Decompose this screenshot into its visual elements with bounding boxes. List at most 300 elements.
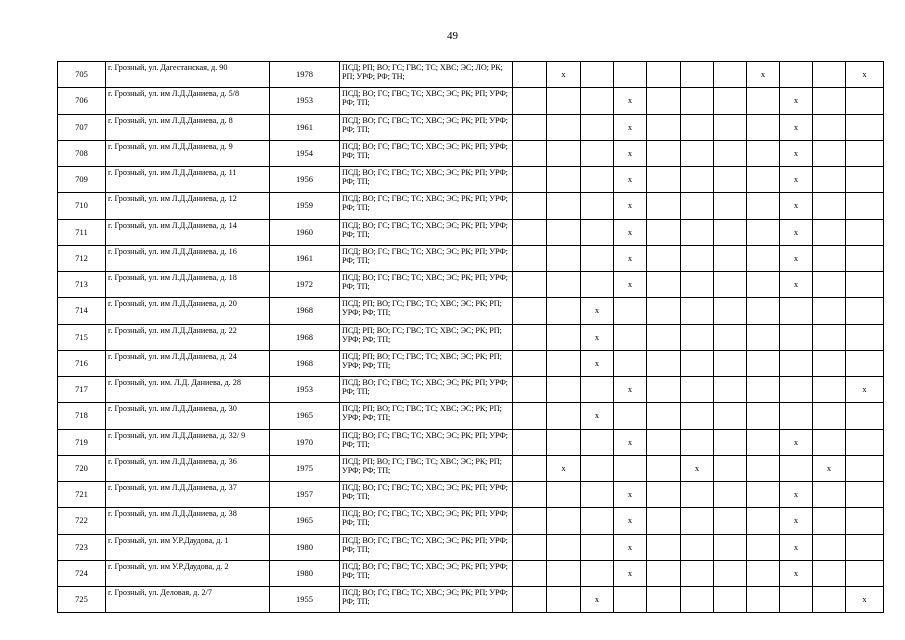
mark-cell [647, 587, 681, 613]
mark-cell [813, 377, 846, 403]
mark-cell [581, 272, 614, 298]
mark-cell [846, 482, 884, 508]
mark-cell [581, 482, 614, 508]
mark-cell: x [780, 272, 813, 298]
mark-cell [614, 324, 647, 350]
mark-cell [780, 350, 813, 376]
year-cell: 1965 [270, 403, 340, 429]
address-cell: г. Грозный, ул. Деловая, д. 2/7 [106, 587, 270, 613]
works-list-cell: ПСД; ВО; ГС; ГВС; ТС; ХВС; ЭС; РК; РП; УРФ; РФ; ТП; [340, 219, 513, 245]
mark-cell [681, 114, 714, 140]
table-row [58, 167, 884, 193]
mark-cell [681, 193, 714, 219]
mark-cell: x [614, 193, 647, 219]
works-list-cell: ПСД; РП; ВО; ГС; ГВС; ТС; ХВС; ЭС; РК; РП; УРФ; РФ; ТП; [340, 403, 513, 429]
mark-cell: x [681, 455, 714, 481]
mark-cell [747, 88, 780, 114]
mark-cell [813, 140, 846, 166]
mark-cell [747, 272, 780, 298]
mark-cell [681, 403, 714, 429]
mark-cell [681, 298, 714, 324]
mark-cell [813, 167, 846, 193]
mark-cell [513, 140, 547, 166]
mark-cell [681, 377, 714, 403]
mark-cell [547, 193, 581, 219]
mark-cell [747, 429, 780, 455]
mark-cell [647, 482, 681, 508]
mark-cell: x [780, 140, 813, 166]
mark-cell [681, 245, 714, 271]
mark-cell [647, 403, 681, 429]
mark-cell [547, 560, 581, 586]
mark-cell [747, 377, 780, 403]
mark-cell [714, 482, 747, 508]
mark-cell [547, 587, 581, 613]
table-row [58, 429, 884, 455]
mark-cell [547, 534, 581, 560]
row-number-cell: 718 [58, 403, 106, 429]
year-cell: 1961 [270, 245, 340, 271]
mark-cell [681, 140, 714, 166]
mark-cell [747, 114, 780, 140]
mark-cell: x [614, 377, 647, 403]
mark-cell [513, 377, 547, 403]
mark-cell: x [846, 62, 884, 88]
mark-cell [846, 508, 884, 534]
mark-cell [681, 560, 714, 586]
mark-cell [714, 62, 747, 88]
year-cell: 1968 [270, 350, 340, 376]
year-cell: 1968 [270, 324, 340, 350]
mark-cell [714, 193, 747, 219]
mark-cell [747, 482, 780, 508]
mark-cell [581, 193, 614, 219]
mark-cell: x [581, 587, 614, 613]
mark-cell [513, 508, 547, 534]
table-row [58, 272, 884, 298]
mark-cell [614, 455, 647, 481]
table-row [58, 219, 884, 245]
works-list-cell: ПСД; ВО; ГС; ГВС; ТС; ХВС; ЭС; РК; РП; УРФ; РФ; ТП; [340, 114, 513, 140]
table-row [58, 482, 884, 508]
mark-cell [647, 298, 681, 324]
mark-cell [681, 587, 714, 613]
works-list-cell: ПСД; ВО; ГС; ГВС; ТС; ХВС; ЭС; РК; РП; УРФ; РФ; ТП; [340, 482, 513, 508]
mark-cell [813, 298, 846, 324]
mark-cell [813, 587, 846, 613]
mark-cell [813, 62, 846, 88]
mark-cell [547, 219, 581, 245]
mark-cell [547, 167, 581, 193]
works-list-cell: ПСД; ВО; ГС; ГВС; ТС; ХВС; ЭС; РК; РП; УРФ; РФ; ТП; [340, 245, 513, 271]
mark-cell: x [614, 219, 647, 245]
address-cell: г. Грозный, ул. им Л.Д.Даниева, д. 14 [106, 219, 270, 245]
works-list-cell: ПСД; ВО; ГС; ГВС; ТС; ХВС; ЭС; РК; РП; УРФ; РФ; ТП; [340, 140, 513, 166]
mark-cell [780, 587, 813, 613]
mark-cell [681, 219, 714, 245]
mark-cell [513, 324, 547, 350]
mark-cell [547, 350, 581, 376]
row-number-cell: 719 [58, 429, 106, 455]
row-number-cell: 724 [58, 560, 106, 586]
mark-cell [714, 167, 747, 193]
mark-cell [581, 429, 614, 455]
mark-cell [714, 245, 747, 271]
address-cell: г. Грозный, ул. им Л.Д.Даниева, д. 11 [106, 167, 270, 193]
mark-cell [846, 403, 884, 429]
mark-cell [714, 88, 747, 114]
table-row [58, 62, 884, 88]
mark-cell [547, 429, 581, 455]
row-number-cell: 709 [58, 167, 106, 193]
mark-cell: x [547, 62, 581, 88]
mark-cell [813, 560, 846, 586]
works-list-cell: ПСД; ВО; ГС; ГВС; ТС; ХВС; ЭС; РК; РП; УРФ; РФ; ТП; [340, 88, 513, 114]
mark-cell [714, 403, 747, 429]
mark-cell [813, 482, 846, 508]
works-list-cell: ПСД; ВО; ГС; ГВС; ТС; ХВС; ЭС; РК; РП; УРФ; РФ; ТП; [340, 534, 513, 560]
mark-cell [581, 62, 614, 88]
mark-cell [513, 62, 547, 88]
year-cell: 1980 [270, 534, 340, 560]
works-list-cell: ПСД; ВО; ГС; ГВС; ТС; ХВС; ЭС; РК; РП; УРФ; РФ; ТП; [340, 508, 513, 534]
mark-cell [513, 587, 547, 613]
mark-cell [513, 534, 547, 560]
mark-cell [813, 245, 846, 271]
mark-cell: x [614, 560, 647, 586]
mark-cell [780, 455, 813, 481]
year-cell: 1953 [270, 88, 340, 114]
year-cell: 1978 [270, 62, 340, 88]
works-list-cell: ПСД; ВО; ГС; ГВС; ТС; ХВС; ЭС; РК; РП; УРФ; РФ; ТП; [340, 377, 513, 403]
address-cell: г. Грозный, ул. им У.Р.Даудова, д. 1 [106, 534, 270, 560]
mark-cell [547, 403, 581, 429]
mark-cell [714, 272, 747, 298]
mark-cell [714, 140, 747, 166]
mark-cell [647, 508, 681, 534]
table-row [58, 245, 884, 271]
mark-cell: x [614, 114, 647, 140]
mark-cell: x [780, 219, 813, 245]
mark-cell [747, 193, 780, 219]
mark-cell [747, 140, 780, 166]
mark-cell [747, 587, 780, 613]
row-number-cell: 721 [58, 482, 106, 508]
mark-cell [513, 167, 547, 193]
mark-cell [747, 455, 780, 481]
mark-cell [647, 377, 681, 403]
works-list-cell: ПСД; ВО; ГС; ГВС; ТС; ХВС; ЭС; РК; РП; УРФ; РФ; ТП; [340, 193, 513, 219]
row-number-cell: 723 [58, 534, 106, 560]
mark-cell [513, 193, 547, 219]
mark-cell [714, 350, 747, 376]
mark-cell [714, 534, 747, 560]
mark-cell [547, 377, 581, 403]
mark-cell [647, 324, 681, 350]
mark-cell [513, 114, 547, 140]
works-list-cell: ПСД; ВО; ГС; ГВС; ТС; ХВС; ЭС; РК; РП; УРФ; РФ; ТП; [340, 167, 513, 193]
year-cell: 1970 [270, 429, 340, 455]
year-cell: 1957 [270, 482, 340, 508]
year-cell: 1968 [270, 298, 340, 324]
mark-cell: x [614, 88, 647, 114]
table-row [58, 455, 884, 481]
mark-cell [647, 429, 681, 455]
table-row [58, 508, 884, 534]
mark-cell [513, 298, 547, 324]
mark-cell [513, 350, 547, 376]
mark-cell [846, 298, 884, 324]
mark-cell [513, 560, 547, 586]
row-number-cell: 712 [58, 245, 106, 271]
mark-cell: x [581, 350, 614, 376]
mark-cell: x [614, 429, 647, 455]
mark-cell [681, 534, 714, 560]
mark-cell: x [614, 167, 647, 193]
mark-cell [813, 219, 846, 245]
mark-cell [681, 272, 714, 298]
row-number-cell: 717 [58, 377, 106, 403]
mark-cell [581, 114, 614, 140]
works-list-cell: ПСД; РП; ВО; ГС; ГВС; ТС; ХВС; ЭС; ЛО; РК; РП; УРФ; РФ; ТН; [340, 62, 513, 88]
works-list-cell: ПСД; РП; ВО; ГС; ГВС; ТС; ХВС; ЭС; РК; РП; УРФ; РФ; ТП; [340, 350, 513, 376]
mark-cell [747, 167, 780, 193]
mark-cell [846, 167, 884, 193]
address-cell: г. Грозный, ул. им Л.Д.Даниева, д. 16 [106, 245, 270, 271]
row-number-cell: 710 [58, 193, 106, 219]
mark-cell [846, 88, 884, 114]
mark-cell [813, 88, 846, 114]
row-number-cell: 711 [58, 219, 106, 245]
mark-cell [647, 114, 681, 140]
works-list-cell: ПСД; ВО; ГС; ГВС; ТС; ХВС; ЭС; РК; РП; УРФ; РФ; ТП; [340, 560, 513, 586]
mark-cell: x [581, 403, 614, 429]
mark-cell [513, 403, 547, 429]
mark-cell [547, 140, 581, 166]
mark-cell [846, 114, 884, 140]
mark-cell [581, 455, 614, 481]
mark-cell: x [780, 114, 813, 140]
mark-cell [513, 482, 547, 508]
mark-cell: x [614, 140, 647, 166]
mark-cell [714, 219, 747, 245]
mark-cell [547, 324, 581, 350]
row-number-cell: 707 [58, 114, 106, 140]
address-cell: г. Грозный, ул. им Л.Д.Даниева, д. 22 [106, 324, 270, 350]
mark-cell [614, 62, 647, 88]
row-number-cell: 725 [58, 587, 106, 613]
row-number-cell: 720 [58, 455, 106, 481]
mark-cell: x [780, 560, 813, 586]
table-row [58, 350, 884, 376]
year-cell: 1975 [270, 455, 340, 481]
mark-cell [581, 508, 614, 534]
mark-cell [647, 62, 681, 88]
page-number: 49 [447, 30, 458, 42]
mark-cell: x [614, 534, 647, 560]
address-cell: г. Грозный, ул. им Л.Д.Даниева, д. 24 [106, 350, 270, 376]
address-cell: г. Грозный, ул. Дагестанская, д. 90 [106, 62, 270, 88]
mark-cell [714, 324, 747, 350]
address-cell: г. Грозный, ул. им Л.Д.Даниева, д. 20 [106, 298, 270, 324]
mark-cell: x [747, 62, 780, 88]
year-cell: 1955 [270, 587, 340, 613]
row-number-cell: 708 [58, 140, 106, 166]
row-number-cell: 722 [58, 508, 106, 534]
mark-cell [647, 245, 681, 271]
mark-cell [647, 534, 681, 560]
mark-cell: x [581, 324, 614, 350]
works-list-cell: ПСД; ВО; ГС; ГВС; ТС; ХВС; ЭС; РК; РП; УРФ; РФ; ТП; [340, 272, 513, 298]
mark-cell [846, 350, 884, 376]
year-cell: 1972 [270, 272, 340, 298]
address-cell: г. Грозный, ул. им У.Р.Даудова, д. 2 [106, 560, 270, 586]
mark-cell [547, 245, 581, 271]
mark-cell [846, 560, 884, 586]
mark-cell [581, 377, 614, 403]
mark-cell [513, 88, 547, 114]
mark-cell [647, 455, 681, 481]
mark-cell [513, 455, 547, 481]
mark-cell [547, 482, 581, 508]
mark-cell: x [614, 482, 647, 508]
mark-cell [813, 508, 846, 534]
mark-cell [714, 377, 747, 403]
mark-cell [747, 403, 780, 429]
mark-cell [846, 245, 884, 271]
table-row [58, 324, 884, 350]
mark-cell [581, 140, 614, 166]
mark-cell [714, 587, 747, 613]
mark-cell: x [780, 534, 813, 560]
mark-cell [714, 114, 747, 140]
table-row [58, 193, 884, 219]
table-row [58, 587, 884, 613]
mark-cell [747, 298, 780, 324]
mark-cell: x [614, 508, 647, 534]
mark-cell [647, 193, 681, 219]
buildings-table [57, 61, 884, 613]
address-cell: г. Грозный, ул. им Л.Д.Даниева, д. 9 [106, 140, 270, 166]
mark-cell [846, 140, 884, 166]
mark-cell: x [780, 508, 813, 534]
mark-cell [714, 560, 747, 586]
mark-cell [547, 508, 581, 534]
mark-cell [846, 324, 884, 350]
mark-cell [747, 350, 780, 376]
mark-cell [647, 167, 681, 193]
mark-cell [647, 88, 681, 114]
mark-cell [581, 219, 614, 245]
mark-cell [513, 272, 547, 298]
mark-cell: x [547, 455, 581, 481]
mark-cell [813, 403, 846, 429]
address-cell: г. Грозный, ул. им Л.Д.Даниева, д. 8 [106, 114, 270, 140]
row-number-cell: 715 [58, 324, 106, 350]
mark-cell [513, 245, 547, 271]
mark-cell [547, 114, 581, 140]
works-list-cell: ПСД; РП; ВО; ГС; ГВС; ТС; ХВС; ЭС; РК; РП; УРФ; РФ; ТП; [340, 324, 513, 350]
mark-cell [614, 350, 647, 376]
row-number-cell: 705 [58, 62, 106, 88]
address-cell: г. Грозный, ул. им Л.Д.Даниева, д. 32/ 9 [106, 429, 270, 455]
year-cell: 1960 [270, 219, 340, 245]
mark-cell [813, 324, 846, 350]
works-list-cell: ПСД; ВО; ГС; ГВС; ТС; ХВС; ЭС; РК; РП; УРФ; РФ; ТП; [340, 429, 513, 455]
row-number-cell: 713 [58, 272, 106, 298]
mark-cell [780, 403, 813, 429]
works-list-cell: ПСД; РП; ВО; ГС; ГВС; ТС; ХВС; ЭС; РК; РП; УРФ; РФ; ТП; [340, 455, 513, 481]
address-cell: г. Грозный, ул. им Л.Д.Даниева, д. 5/8 [106, 88, 270, 114]
table-row [58, 560, 884, 586]
mark-cell [714, 455, 747, 481]
address-cell: г. Грозный, ул. им. Л.Д. Даниева, д. 28 [106, 377, 270, 403]
mark-cell [681, 324, 714, 350]
mark-cell [813, 114, 846, 140]
mark-cell [714, 429, 747, 455]
address-cell: г. Грозный, ул. им Л.Д.Даниева, д. 36 [106, 455, 270, 481]
mark-cell: x [614, 272, 647, 298]
mark-cell [647, 140, 681, 166]
mark-cell [714, 298, 747, 324]
mark-cell [681, 350, 714, 376]
address-cell: г. Грозный, ул. им Л.Д.Даниева, д. 30 [106, 403, 270, 429]
mark-cell [614, 403, 647, 429]
mark-cell: x [614, 245, 647, 271]
mark-cell [846, 534, 884, 560]
row-number-cell: 714 [58, 298, 106, 324]
mark-cell [747, 560, 780, 586]
mark-cell [846, 272, 884, 298]
mark-cell [647, 272, 681, 298]
works-list-cell: ПСД; РП; ВО; ГС; ГВС; ТС; ХВС; ЭС; РК; РП; УРФ; РФ; ТП; [340, 298, 513, 324]
mark-cell [747, 245, 780, 271]
table-row [58, 377, 884, 403]
mark-cell [547, 88, 581, 114]
address-cell: г. Грозный, ул. им Л.Д.Даниева, д. 37 [106, 482, 270, 508]
mark-cell [547, 272, 581, 298]
mark-cell [647, 219, 681, 245]
mark-cell [681, 482, 714, 508]
mark-cell: x [780, 88, 813, 114]
mark-cell [813, 350, 846, 376]
mark-cell [747, 324, 780, 350]
mark-cell [747, 534, 780, 560]
mark-cell [581, 245, 614, 271]
mark-cell [813, 429, 846, 455]
year-cell: 1980 [270, 560, 340, 586]
mark-cell [813, 193, 846, 219]
table-row [58, 140, 884, 166]
address-cell: г. Грозный, ул. им Л.Д.Даниева, д. 18 [106, 272, 270, 298]
mark-cell [581, 88, 614, 114]
mark-cell [846, 429, 884, 455]
mark-cell: x [581, 298, 614, 324]
table-row [58, 88, 884, 114]
mark-cell [780, 377, 813, 403]
row-number-cell: 716 [58, 350, 106, 376]
mark-cell [681, 167, 714, 193]
mark-cell [846, 219, 884, 245]
mark-cell [681, 88, 714, 114]
year-cell: 1953 [270, 377, 340, 403]
year-cell: 1954 [270, 140, 340, 166]
mark-cell [747, 508, 780, 534]
address-cell: г. Грозный, ул. им Л.Д.Даниева, д. 12 [106, 193, 270, 219]
mark-cell [846, 193, 884, 219]
mark-cell [581, 534, 614, 560]
mark-cell [681, 429, 714, 455]
